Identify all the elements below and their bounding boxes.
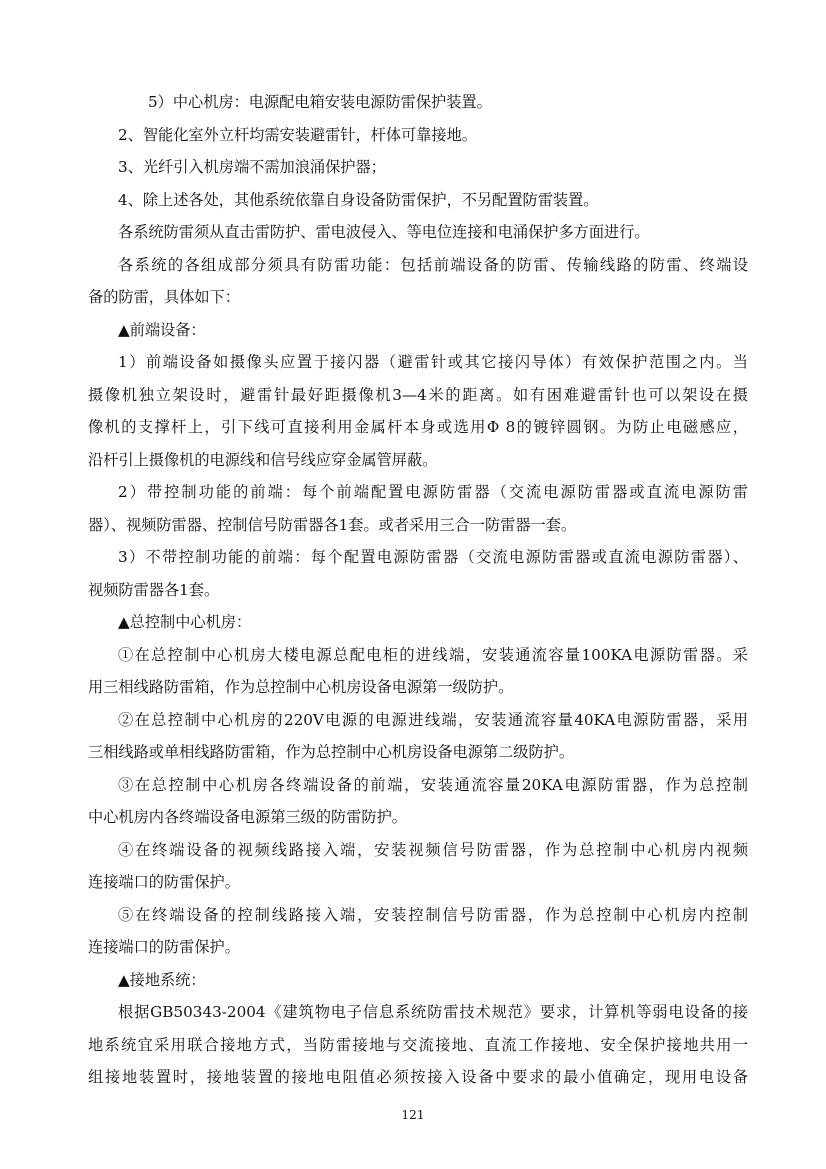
text-line: 3）不带控制功能的前端：每个配置电源防雷器（交流电源防雷器或直流电源防雷器）、 — [118, 548, 748, 566]
text-line: 备的防雷，具体如下： — [88, 288, 240, 306]
text-line: 2、智能化室外立杆均需安装避雷针，杆体可靠接地。 — [118, 125, 477, 144]
text-line: 视频防雷器各1套。 — [88, 580, 220, 599]
text-line: ④在终端设备的视频线路接入端，安装视频信号防雷器，作为总控制中心机房内视频 — [118, 840, 748, 859]
text-line: 器）、视频防雷器、控制信号防雷器各1套。或者采用三合一防雷器一套。 — [88, 515, 577, 534]
text-line: 连接端口的防雷保护。 — [88, 938, 240, 956]
body-text — [88, 86, 748, 1094]
text-line: ①在总控制中心机房大楼电源总配电柜的进线端，安装通流容量100KA电源防雷器。采 — [118, 645, 748, 664]
text-line: 连接端口的防雷保护。 — [88, 873, 240, 891]
text-line: 三相线路或单相线路防雷箱，作为总控制中心机房设备电源第二级防护。 — [88, 743, 574, 761]
text-line: 像机的支撑杆上，引下线可直接利用金属杆本身或选用Φ 8的镀锌圆钢。为防止电磁感应， — [88, 418, 748, 436]
text-line: 各系统防雷须从直击雷防护、雷电波侵入、等电位连接和电涌保护多方面进行。 — [118, 223, 650, 241]
text-line: 组接地装置时，接地装置的接地电阻值必须按接入设备中要求的最小值确定，现用电设备 — [88, 1068, 748, 1086]
text-line: 摄像机独立架设时，避雷针最好距摄像机3—4米的距离。如有困难避雷针也可以架设在摄 — [88, 385, 748, 404]
text-line: 根据GB50343-2004《建筑物电子信息系统防雷技术规范》要求，计算机等弱电设备的接 — [118, 1003, 748, 1021]
text-line: 用三相线路防雷箱，作为总控制中心机房设备电源第一级防护。 — [88, 678, 514, 696]
text-line: ③在总控制中心机房各终端设备的前端，安装通流容量20KA电源防雷器，作为总控制 — [118, 775, 748, 794]
section-heading: ▲总控制中心机房： — [118, 613, 252, 631]
text-line: 5）中心机房：电源配电箱安装电源防雷保护装置。 — [148, 93, 492, 111]
text-line: ②在总控制中心机房的220V电源的电源进线端，安装通流容量40KA电源防雷器，采用 — [118, 710, 748, 729]
text-line: 中心机房内各终端设备电源第三级的防雷防护。 — [88, 808, 407, 826]
text-line: 3、光纤引入机房端不需加浪涌保护器； — [118, 158, 386, 176]
text-line: 沿杆引上摄像机的电源线和信号线应穿金属管屏蔽。 — [88, 450, 438, 469]
text-line: 2）带控制功能的前端：每个前端配置电源防雷器（交流电源防雷器或直流电源防雷 — [118, 483, 748, 501]
text-line: 地系统宜采用联合接地方式，当防雷接地与交流接地、直流工作接地、安全保护接地共用一 — [88, 1035, 748, 1054]
text-line: 1）前端设备如摄像头应置于接闪器（避雷针或其它接闪导体）有效保护范围之内。当 — [118, 353, 748, 371]
text-line: ⑤在终端设备的控制线路接入端，安装控制信号防雷器，作为总控制中心机房内控制 — [118, 905, 748, 924]
section-heading: ▲前端设备： — [118, 320, 206, 339]
text-line: 各系统的各组成部分须具有防雷功能：包括前端设备的防雷、传输线路的防雷、终端设 — [118, 255, 748, 274]
page-number: 121 — [401, 1108, 425, 1122]
text-line: 4、除上述各处，其他系统依靠自身设备防雷保护，不另配置防雷装置。 — [118, 190, 599, 209]
section-heading: ▲接地系统： — [118, 970, 206, 989]
